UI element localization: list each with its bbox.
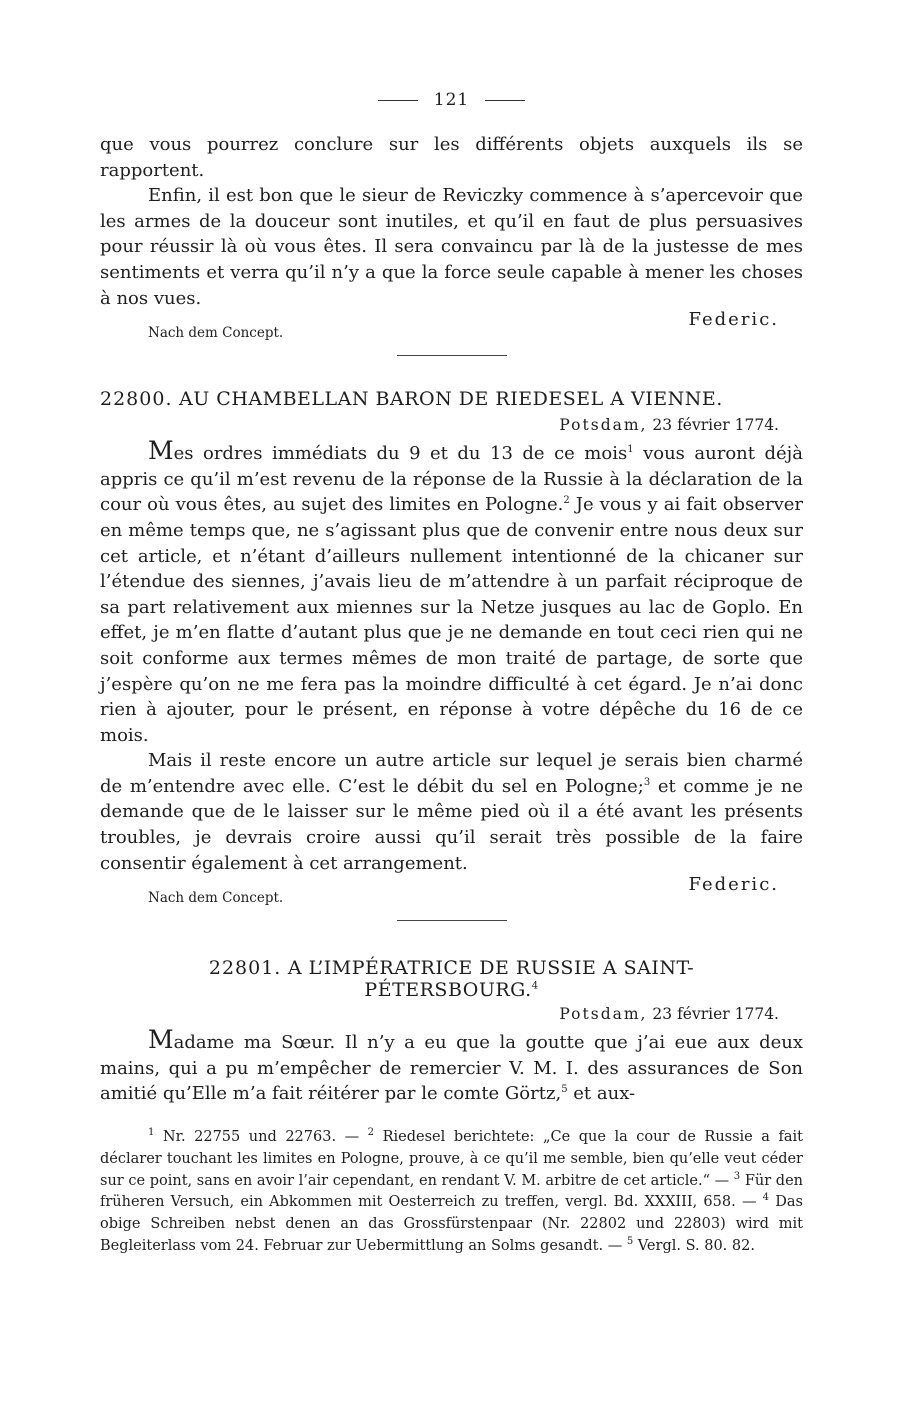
letter-recipient-continued: PÉTERSBOURG. <box>364 979 532 1002</box>
book-page <box>100 80 803 1258</box>
footnote-marker: 2 <box>367 1127 375 1139</box>
place-date <box>100 416 779 434</box>
paragraph: Enfin, il est bon que le sieur de Reviczky commence à s’apercevoir que les armes de la douceur sont inutiles, et qu’il en faut de plus persuasives pour réussir là où vous êtes. Il sera convaincu par là de la justesse de mes sentiments et verra qu’il n’y a que la force seule capable à mener les choses à nos vues. <box>100 185 803 309</box>
text-run: vous auront déjà appris ce qu’il m’est revenu de la réponse de la Russie à la déclaration de la cour où vous êtes, au sujet des limites en Pologne. <box>100 443 803 516</box>
footnote-marker: 4 <box>762 1192 770 1204</box>
date: 23 février 1774. <box>652 1005 779 1024</box>
letter-heading <box>100 957 803 1001</box>
text-run: et comme je ne demande que de le laisser sur le même pied où il a été avant les présents troubles, je devrais croire aussi qu’il serait très possible de la faire consentir également à cet arrangement. <box>100 775 803 874</box>
section-divider <box>397 920 507 921</box>
footnote-marker: 1 <box>148 1127 155 1139</box>
letter-heading <box>100 388 803 410</box>
letter-number: 22800. <box>100 388 173 411</box>
footnote-text: Riedesel berichtete: „Ce que la cour de Russie a fait déclarer touchant les limites en Pologne, prouve, à ce qu’il me semble, bien qu’elle veut céder sur ce point, sans en avoir l’air cependant, en rendant V. M. arbitre de cet article.“ — <box>100 1129 803 1189</box>
page-number: 121 <box>433 90 470 110</box>
source-note: Nach dem Concept. <box>148 890 284 907</box>
footnote-text: Nr. 22755 und 22763. — <box>154 1129 368 1146</box>
header-rule-right <box>485 100 525 101</box>
paragraph <box>100 748 803 876</box>
paragraph <box>100 438 803 748</box>
footnote-text: Vergl. S. 80. 82. <box>633 1238 755 1255</box>
footnote-ref: 1 <box>627 444 634 456</box>
footnote-ref: 4 <box>531 980 539 992</box>
footnote-marker: 5 <box>626 1236 634 1248</box>
section-divider <box>397 355 507 356</box>
previous-letter-ending <box>100 132 803 356</box>
paragraph <box>100 1027 803 1107</box>
text-run: adame ma Sœur. Il n’y a eu que la goutte que j’ai eue aux deux mains, qui a pu m’empêcher de remercier V. M. I. des assurances de Son amitié qu’Elle m’a fait réitérer par le comte Görtz, <box>100 1032 803 1105</box>
letter-22801 <box>100 957 803 1107</box>
footnote-marker: 3 <box>733 1170 741 1182</box>
place: Potsdam, <box>559 416 648 435</box>
signature: Federic. <box>688 874 779 896</box>
place: Potsdam, <box>559 1005 648 1024</box>
footnotes <box>100 1127 803 1258</box>
date: 23 février 1774. <box>652 416 779 435</box>
initial-letter: M <box>148 436 174 466</box>
place-date <box>100 1005 779 1023</box>
text-run: es ordres immédiats du 9 et du 13 de ce mois <box>173 443 628 465</box>
footnote-ref: 2 <box>563 495 570 507</box>
letter-recipient: AU CHAMBELLAN BARON DE RIEDESEL A VIENNE. <box>179 388 723 411</box>
initial-letter: M <box>148 1025 174 1055</box>
text-run: Je vous y ai fait observer en même temps que, ne s’agissant plus que de convenir entre nous deux sur cet article, et n’étant d’ailleurs nullement intentionné de la chicaner sur l’étendue des siennes, j’avais lieu de m’attendre à un parfait réciproque de sa part relativement aux miennes sur la Netze jusques au lac de Goplo. En effet, je m’en flatte d’autant plus que je ne demande en tout ceci rien qui ne soit conforme aux termes mêmes de mon traité de partage, de sorte que j’espère qu’on ne me fera pas la moindre difficulté à cet égard. Je n’ai donc rien à ajouter, pour le présent, en réponse à votre dépêche du 16 de ce mois. <box>100 494 803 746</box>
footnote-ref: 5 <box>561 1084 568 1096</box>
header-rule-left <box>378 100 418 101</box>
text-run: Mais il reste encore un autre article sur lequel je serais bien charmé de m’entendre avec elle. C’est le débit du sel en Pologne; <box>100 750 803 797</box>
letter-22800 <box>100 388 803 921</box>
source-note: Nach dem Concept. <box>148 325 284 342</box>
footnote-text: Das obige Schreiben nebst denen an das Grossfürstenpaar (Nr. 22802 und 22803) wird mit Begleiterlass vom 24. Februar zur Uebermittlung an Solms gesandt. — <box>100 1194 803 1255</box>
signature: Federic. <box>688 309 779 331</box>
letter-number: 22801. <box>208 957 282 980</box>
footnote-text: Für den früheren Versuch, ein Abkommen mit Oesterreich zu treffen, vergl. Bd. XXXIII, 658. — <box>100 1172 803 1211</box>
paragraph: que vous pourrez conclure sur les différents objets auxquels ils se rapportent. <box>100 134 803 181</box>
page-header <box>100 80 803 120</box>
footnote-ref: 3 <box>643 776 651 788</box>
letter-recipient: A L’IMPÉRATRICE DE RUSSIE A SAINT- <box>287 957 695 980</box>
text-run: et aux- <box>567 1083 636 1105</box>
